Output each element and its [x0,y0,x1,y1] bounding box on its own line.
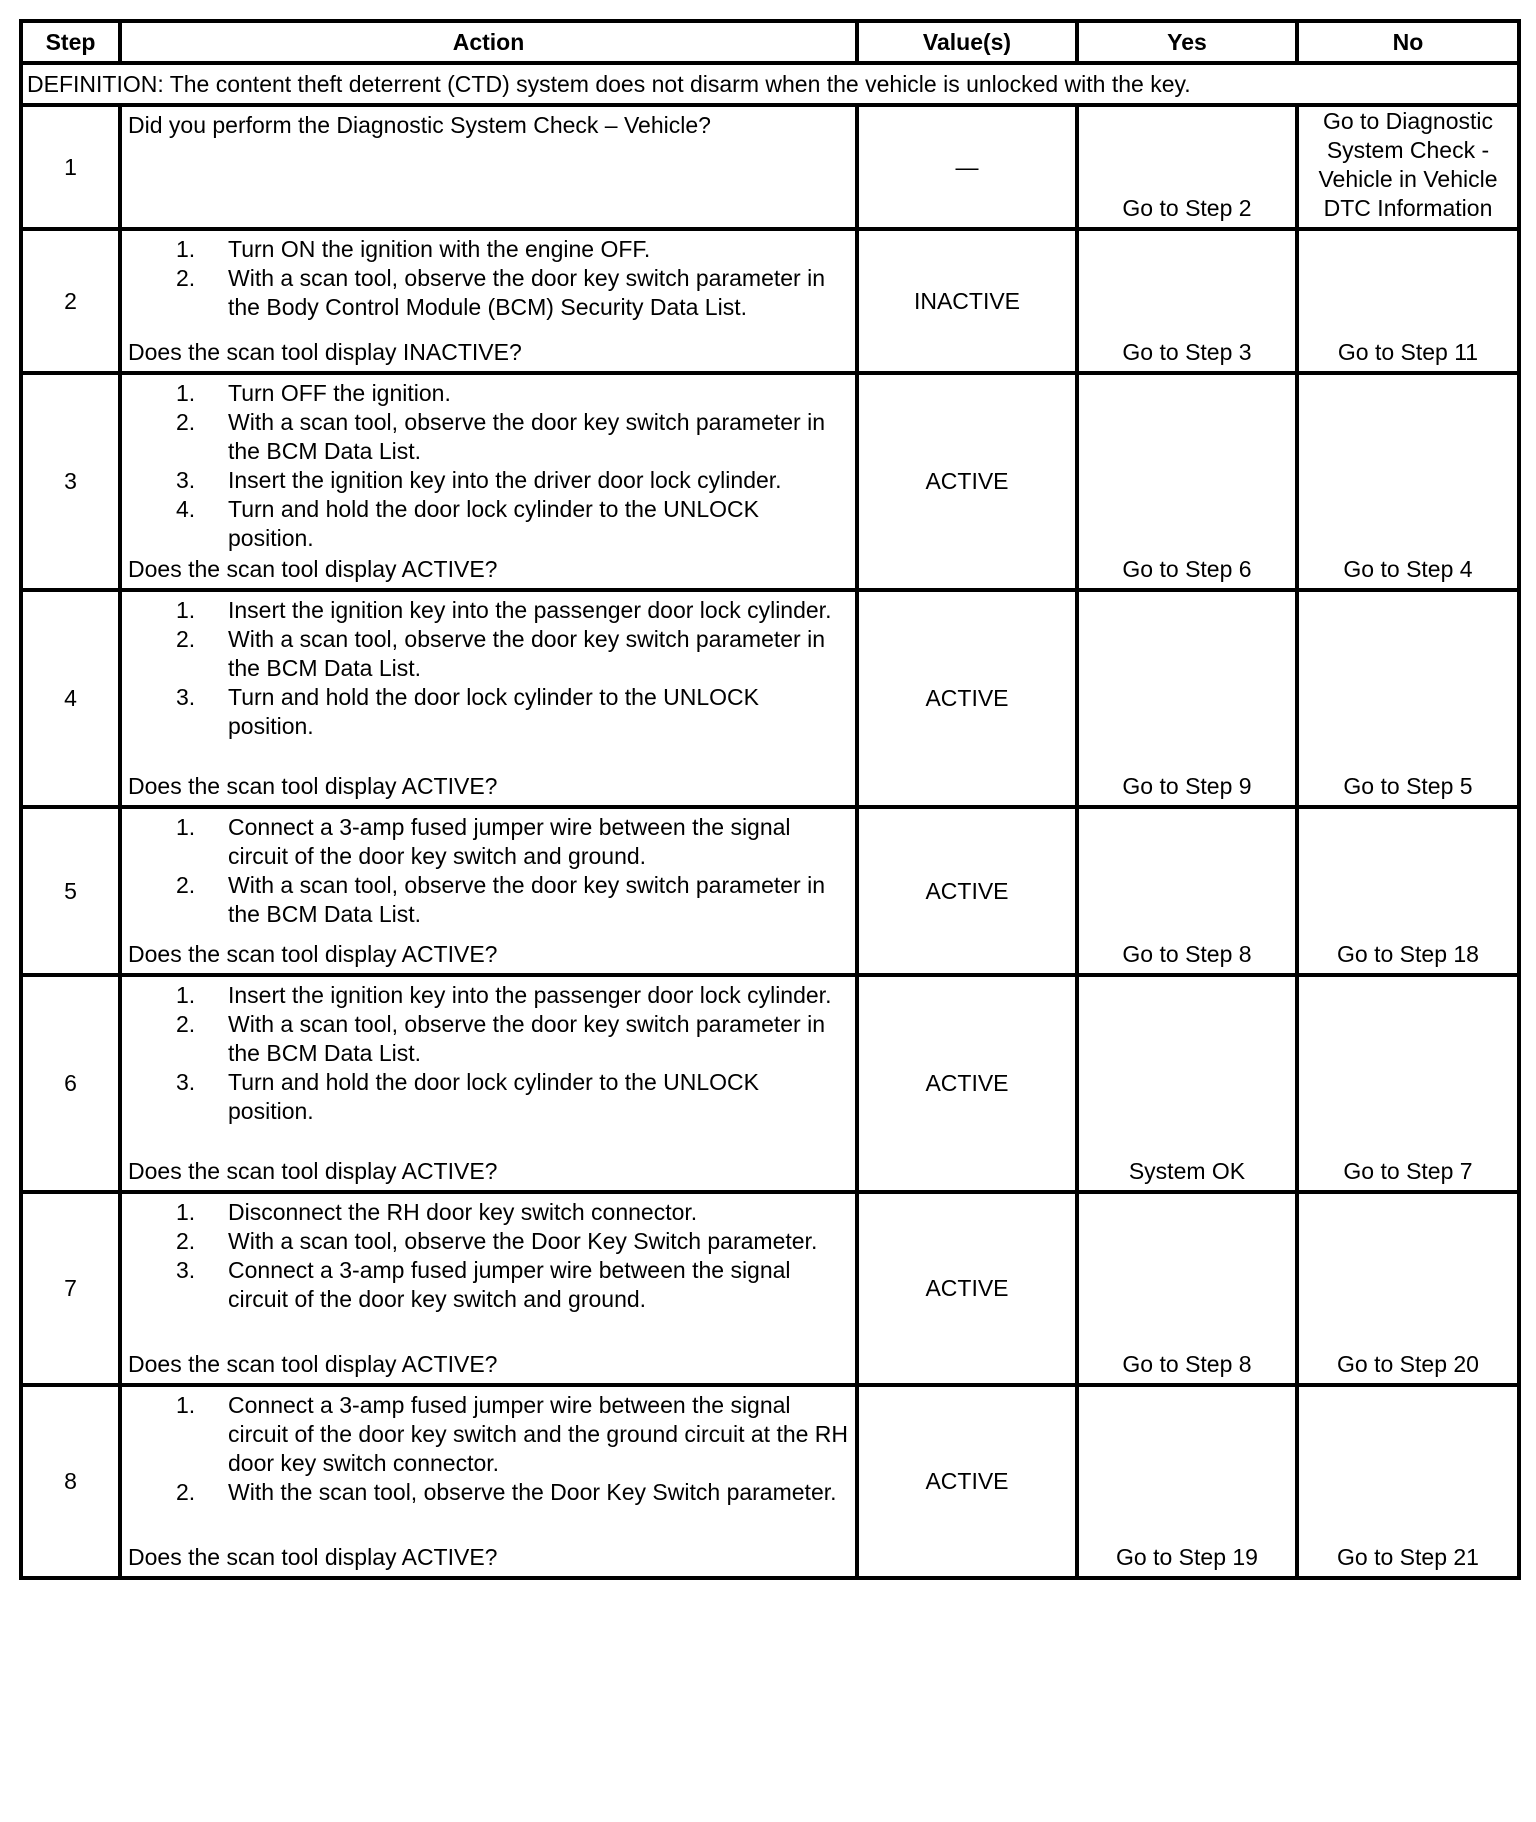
action-cell [120,105,857,229]
no-result: Go to Step 21 [1297,1385,1519,1578]
action-step-item [128,981,849,1010]
yes-result: Go to Step 3 [1077,229,1297,373]
action-step-item [128,625,849,683]
action-step-item [128,683,849,741]
action-step-number: 2. [176,872,196,898]
yes-result: Go to Step 19 [1077,1385,1297,1578]
action-steps [128,379,849,553]
step-number: 6 [21,975,120,1192]
action-step-item [128,235,849,264]
no-result: Go to Diagnostic System Check - Vehicle in Vehicle DTC Information [1297,105,1519,229]
action-step-text: Turn and hold the door lock cylinder to the UNLOCK position. [228,1069,759,1124]
step-number: 8 [21,1385,120,1578]
header-row [21,21,1519,63]
action-step-text: Turn and hold the door lock cylinder to the UNLOCK position. [228,684,759,739]
step-number: 4 [21,590,120,807]
action-step-number: 1. [176,1199,196,1225]
action-step-number: 4. [176,496,196,522]
action-cell [120,975,857,1192]
table-row [21,229,1519,373]
header-yes: Yes [1077,21,1297,63]
action-steps [128,981,849,1126]
action-step-item [128,1227,849,1256]
step-number: 7 [21,1192,120,1385]
action-step-item [128,813,849,871]
action-step-item [128,379,849,408]
action-steps [128,596,849,741]
action-step-number: 2. [176,1479,196,1505]
definition-row [21,63,1519,105]
action-step-item [128,596,849,625]
action-question: Does the scan tool display INACTIVE? [128,339,522,365]
yes-result: Go to Step 6 [1077,373,1297,590]
no-result: Go to Step 11 [1297,229,1519,373]
action-step-item [128,1478,849,1507]
action-step-number: 1. [176,597,196,623]
action-step-text: With the scan tool, observe the Door Key Switch parameter. [228,1479,837,1505]
action-step-number: 3. [176,1257,196,1283]
action-step-text: Insert the ignition key into the passenger door lock cylinder. [228,597,832,623]
action-step-text: Connect a 3-amp fused jumper wire between the signal circuit of the door key switch and ground. [228,1257,791,1312]
action-step-number: 3. [176,1069,196,1095]
header-action: Action [120,21,857,63]
diagnostic-table [19,19,1521,1580]
no-result: Go to Step 5 [1297,590,1519,807]
action-question: Does the scan tool display ACTIVE? [128,1158,498,1184]
step-number: 5 [21,807,120,975]
action-step-text: Connect a 3-amp fused jumper wire between the signal circuit of the door key switch and the ground circuit at the RH door key switch connector. [228,1392,849,1476]
action-step-item [128,1198,849,1227]
action-steps [128,1198,849,1314]
action-step-number: 2. [176,1011,196,1037]
value-cell: — [857,105,1077,229]
action-steps [128,1391,849,1507]
table-row [21,1385,1519,1578]
value-cell: ACTIVE [857,1385,1077,1578]
action-question: Does the scan tool display ACTIVE? [128,941,498,967]
action-step-number: 1. [176,814,196,840]
action-step-number: 2. [176,1228,196,1254]
table-row [21,373,1519,590]
action-step-item [128,1010,849,1068]
action-step-item [128,264,849,322]
action-steps [128,813,849,929]
action-step-item [128,408,849,466]
action-step-text: Turn ON the ignition with the engine OFF. [228,236,651,262]
no-result: Go to Step 7 [1297,975,1519,1192]
yes-result: Go to Step 2 [1077,105,1297,229]
action-question: Does the scan tool display ACTIVE? [128,1351,498,1377]
table-row [21,975,1519,1192]
action-question: Does the scan tool display ACTIVE? [128,773,498,799]
action-step-number: 2. [176,265,196,291]
definition-text: DEFINITION: The content theft deterrent (CTD) system does not disarm when the vehicle is unlocked with the key. [21,63,1519,105]
value-cell: ACTIVE [857,590,1077,807]
action-step-number: 1. [176,380,196,406]
value-cell: ACTIVE [857,807,1077,975]
action-step-text: With a scan tool, observe the Door Key Switch parameter. [228,1228,818,1254]
header-step: Step [21,21,120,63]
header-no: No [1297,21,1519,63]
table-row [21,590,1519,807]
no-result: Go to Step 20 [1297,1192,1519,1385]
value-cell: ACTIVE [857,975,1077,1192]
action-step-number: 1. [176,1392,196,1418]
action-cell [120,229,857,373]
table-row [21,105,1519,229]
action-cell [120,373,857,590]
action-step-item [128,1068,849,1126]
action-step-number: 1. [176,236,196,262]
action-step-number: 3. [176,467,196,493]
action-step-text: With a scan tool, observe the door key switch parameter in the Body Control Module (BCM) Security Data List. [228,265,826,320]
action-step-text: Insert the ignition key into the passenger door lock cylinder. [228,982,832,1008]
action-step-text: With a scan tool, observe the door key switch parameter in the BCM Data List. [228,1011,826,1066]
no-result: Go to Step 4 [1297,373,1519,590]
action-cell [120,1385,857,1578]
action-step-text: With a scan tool, observe the door key switch parameter in the BCM Data List. [228,872,826,927]
yes-result: Go to Step 8 [1077,807,1297,975]
action-step-item [128,466,849,495]
action-step-number: 1. [176,982,196,1008]
action-step-number: 2. [176,626,196,652]
table-row [21,807,1519,975]
yes-result: Go to Step 8 [1077,1192,1297,1385]
action-cell [120,807,857,975]
action-step-text: Disconnect the RH door key switch connector. [228,1199,698,1225]
step-number: 2 [21,229,120,373]
action-question: Does the scan tool display ACTIVE? [128,1544,498,1570]
action-step-item [128,1391,849,1478]
action-step-text: Connect a 3-amp fused jumper wire between the signal circuit of the door key switch and ground. [228,814,791,869]
action-question: Did you perform the Diagnostic System Check – Vehicle? [128,112,711,138]
no-result: Go to Step 18 [1297,807,1519,975]
action-step-number: 3. [176,684,196,710]
action-cell [120,590,857,807]
action-question: Does the scan tool display ACTIVE? [128,556,498,582]
value-cell: ACTIVE [857,1192,1077,1385]
action-step-item [128,1256,849,1314]
action-step-item [128,495,849,553]
yes-result: Go to Step 9 [1077,590,1297,807]
action-cell [120,1192,857,1385]
table-row [21,1192,1519,1385]
action-step-item [128,871,849,929]
yes-result: System OK [1077,975,1297,1192]
step-number: 3 [21,373,120,590]
action-step-text: Turn OFF the ignition. [228,380,451,406]
value-cell: ACTIVE [857,373,1077,590]
action-step-text: Insert the ignition key into the driver door lock cylinder. [228,467,782,493]
value-cell: INACTIVE [857,229,1077,373]
action-step-number: 2. [176,409,196,435]
action-steps [128,235,849,322]
step-number: 1 [21,105,120,229]
action-step-text: With a scan tool, observe the door key switch parameter in the BCM Data List. [228,626,826,681]
action-step-text: With a scan tool, observe the door key switch parameter in the BCM Data List. [228,409,826,464]
action-step-text: Turn and hold the door lock cylinder to the UNLOCK position. [228,496,759,551]
header-values: Value(s) [857,21,1077,63]
